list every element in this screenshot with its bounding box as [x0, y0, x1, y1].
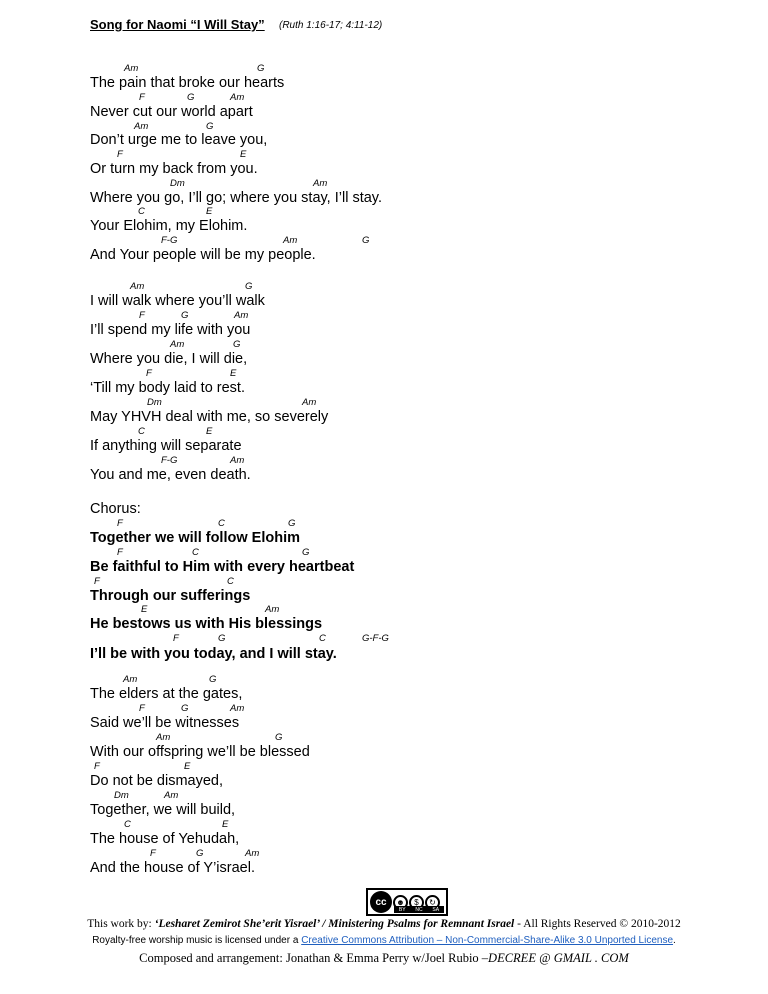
chord: Dm: [170, 178, 185, 189]
chord: F: [117, 149, 123, 160]
lyric-line: ‘Till my body laid to rest.: [90, 380, 245, 396]
chord: E: [184, 761, 191, 772]
license-link[interactable]: Creative Commons Attribution – Non-Commercial-Share-Alike 3.0 Unported License: [301, 935, 674, 946]
song-title: Song for Naomi “I Will Stay”: [90, 17, 265, 32]
lyric-line: The elders at the gates,: [90, 686, 243, 702]
lyric-line: He bestows us with His blessings: [90, 616, 323, 632]
chord: Am: [156, 732, 171, 743]
chord: C: [218, 518, 225, 529]
chord: C: [124, 819, 131, 830]
sa-label: SA: [432, 906, 440, 913]
chord: C: [138, 206, 145, 217]
cc-icon: cc: [370, 891, 392, 913]
chord: F: [150, 848, 156, 859]
chord: E: [206, 426, 213, 437]
chord: G: [362, 235, 370, 246]
chord: F: [94, 761, 100, 772]
lyric-line: Do not be dismayed,: [90, 773, 223, 789]
chord: F-G: [161, 235, 178, 246]
chord: F: [139, 310, 145, 321]
lyric-line: And the house of Y’israel.: [90, 860, 255, 876]
chord: F-G: [161, 455, 178, 466]
chord: Am: [230, 92, 245, 103]
chord: G: [181, 703, 189, 714]
lyric-line: The pain that broke our hearts: [90, 75, 285, 91]
chord: F: [94, 576, 100, 587]
sharealike-icon: ↻: [425, 895, 440, 910]
chord: Am: [313, 178, 328, 189]
chord: Dm: [147, 397, 162, 408]
lyric-line: You and me, even death.: [90, 467, 251, 483]
footer-credits: [0, 951, 768, 966]
lyric-line: May YHVH deal with me, so severely: [90, 409, 329, 425]
chord: Am: [170, 339, 185, 350]
chord: C: [192, 547, 199, 558]
license-prefix: Royalty-free worship music is licensed under a: [92, 935, 302, 946]
license-suffix: .: [673, 935, 676, 946]
chord: G-F-G: [362, 633, 389, 644]
chord: G: [288, 518, 296, 529]
footer-work-title: ‘Lesharet Zemirot She’erit Yisrael’ / Ministering Psalms for Remnant Israel: [154, 918, 515, 930]
lyric-line: I will walk where you’ll walk: [90, 293, 265, 309]
chord: Am: [230, 455, 245, 466]
lyric-line: I’ll spend my life with you: [90, 322, 251, 338]
nc-label: NC: [415, 906, 423, 913]
chord: C: [227, 576, 234, 587]
chord: E: [240, 149, 247, 160]
contact-email: DECREE @ GMAIL . COM: [488, 951, 629, 965]
chord: G: [275, 732, 283, 743]
chord: G: [196, 848, 204, 859]
lyric-line: Don’t urge me to leave you,: [90, 132, 268, 148]
chord: Am: [234, 310, 249, 321]
chord: G: [187, 92, 195, 103]
license-terms-band: [394, 906, 444, 913]
chord: Am: [134, 121, 149, 132]
chorus-label: Chorus:: [90, 501, 141, 517]
chord: F: [117, 518, 123, 529]
chord: Am: [283, 235, 298, 246]
chord: Am: [124, 63, 139, 74]
attribution-icon: ☻: [393, 895, 408, 910]
lyric-line: Never cut our world apart: [90, 104, 253, 120]
lyric-line: With our offspring we’ll be blessed: [90, 744, 310, 760]
by-label: BY: [398, 906, 406, 913]
chord: Am: [123, 674, 138, 685]
footer-prefix: This work by:: [87, 918, 155, 930]
chord: C: [138, 426, 145, 437]
chord: G: [302, 547, 310, 558]
lyric-line: Together, we will build,: [90, 802, 236, 818]
chord: G: [218, 633, 226, 644]
lyric-line: Be faithful to Him with every heartbeat: [90, 559, 355, 575]
chord: G: [206, 121, 214, 132]
lyric-line: Your Elohim, my Elohim.: [90, 218, 248, 234]
lyric-line: Through our sufferings: [90, 588, 251, 604]
chord: E: [230, 368, 237, 379]
chord: G: [233, 339, 241, 350]
lyric-line: The house of Yehudah,: [90, 831, 240, 847]
footer-copyright: [0, 918, 768, 930]
chord: E: [141, 604, 148, 615]
cc-license-badge[interactable]: [366, 888, 448, 916]
chord: Am: [130, 281, 145, 292]
chord: E: [206, 206, 213, 217]
credits-text: Composed and arrangement: Jonathan & Emma Perry w/Joel Rubio –: [139, 951, 489, 965]
lyric-line: Where you die, I will die,: [90, 351, 248, 367]
chord: Am: [302, 397, 317, 408]
chord: C: [319, 633, 326, 644]
lyric-line: If anything will separate: [90, 438, 242, 454]
chord: G: [209, 674, 217, 685]
chord: F: [139, 92, 145, 103]
footer-license: [0, 935, 768, 946]
chord: G: [181, 310, 189, 321]
lyric-line: Together we will follow Elohim: [90, 530, 300, 546]
chord: Am: [164, 790, 179, 801]
lyric-line: And Your people will be my people.: [90, 247, 316, 263]
chord: F: [139, 703, 145, 714]
chord: Am: [265, 604, 280, 615]
lyric-line: I’ll be with you today, and I will stay.: [90, 646, 337, 662]
chord: Am: [230, 703, 245, 714]
chord: F: [173, 633, 179, 644]
chord: F: [146, 368, 152, 379]
chord: Am: [245, 848, 260, 859]
lyric-line: Said we’ll be witnesses: [90, 715, 240, 731]
chord: G: [245, 281, 253, 292]
scripture-reference: (Ruth 1:16-17; 4:11-12): [279, 20, 383, 31]
chord: G: [257, 63, 265, 74]
footer-rights: - All Rights Reserved © 2010-2012: [514, 918, 681, 930]
chord: F: [117, 547, 123, 558]
noncommercial-icon: $: [409, 895, 424, 910]
chord: E: [222, 819, 229, 830]
chord: Dm: [114, 790, 129, 801]
lyric-line: Or turn my back from you.: [90, 161, 258, 177]
lyric-line: Where you go, I’ll go; where you stay, I’ll stay.: [90, 190, 383, 206]
